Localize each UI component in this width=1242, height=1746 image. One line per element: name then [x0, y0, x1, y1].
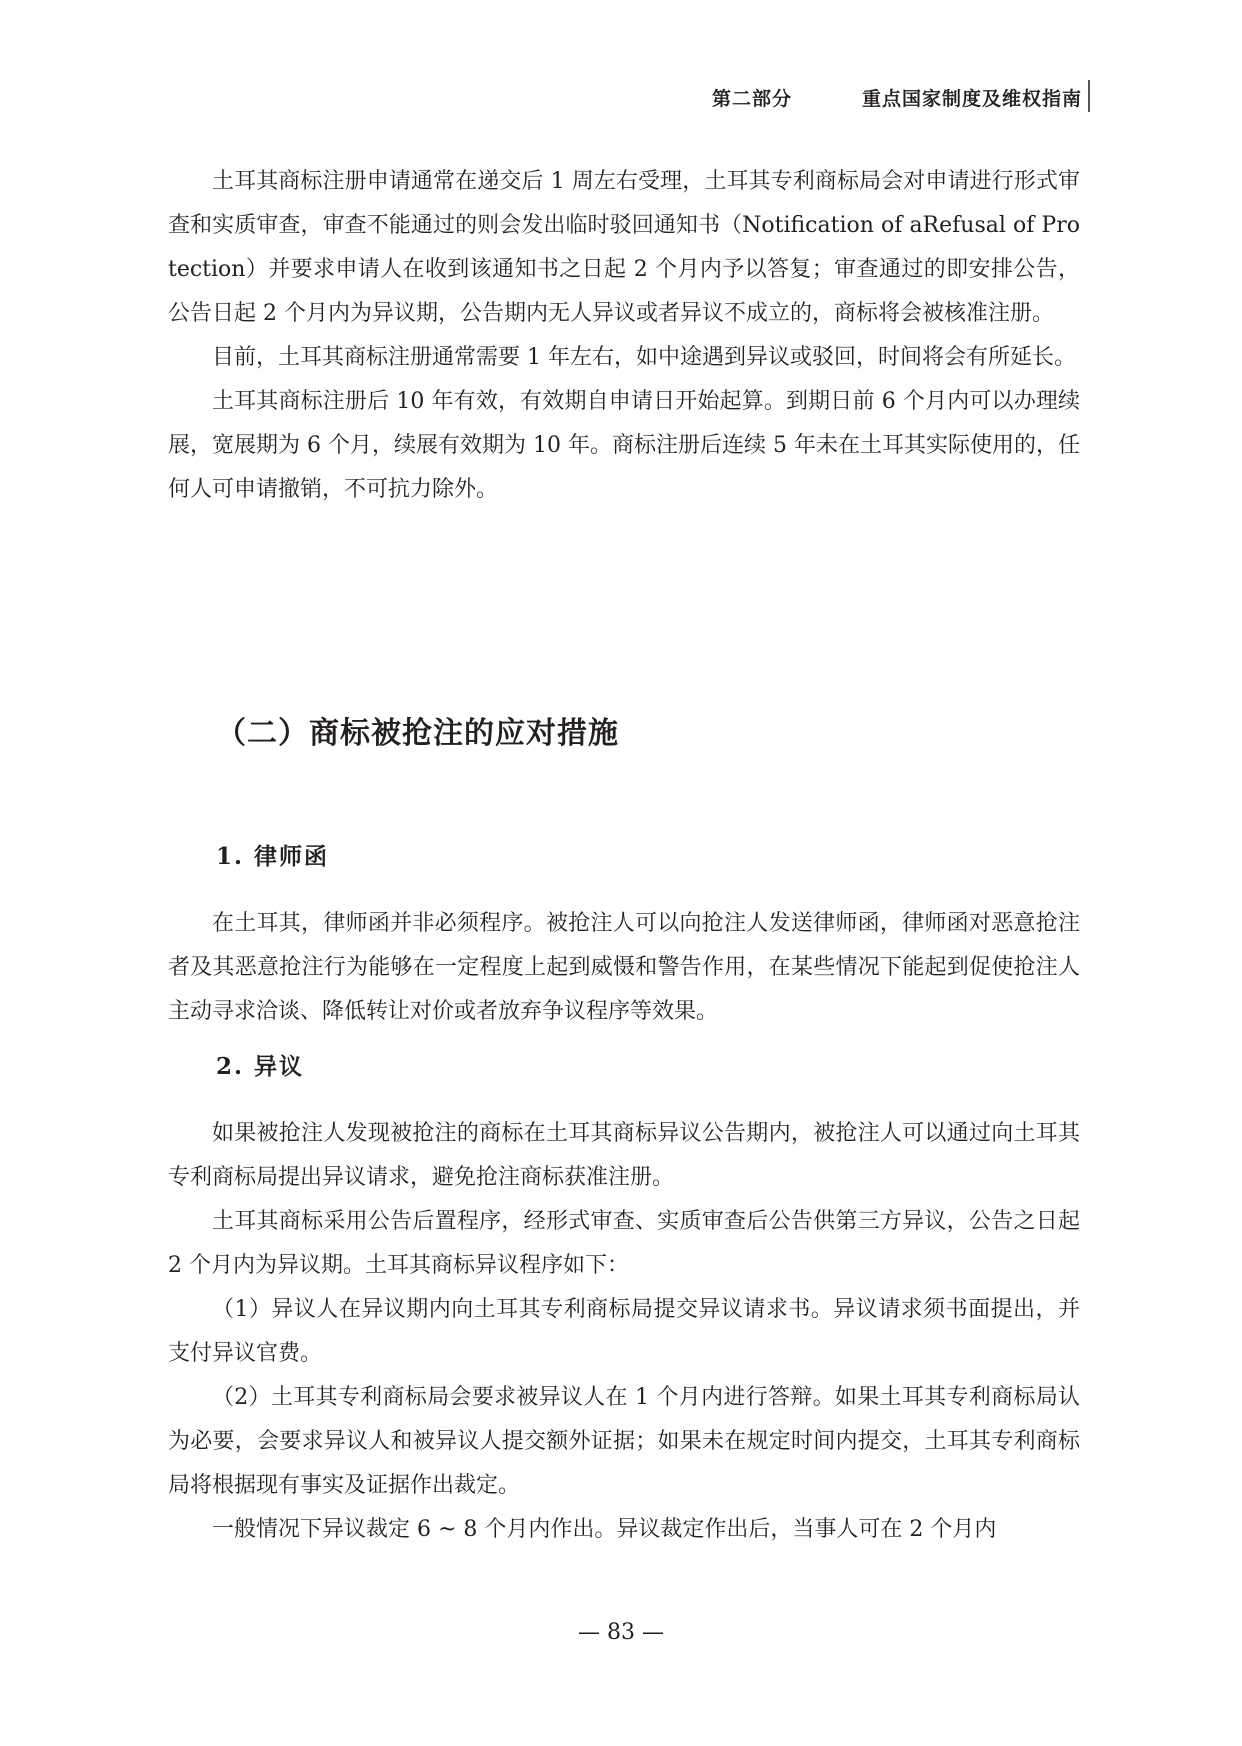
running-head: [712, 84, 1082, 111]
subsection-title-opposition: 2. 异议: [216, 1053, 305, 1080]
paragraph: 在土耳其，律师函并非必须程序。被抢注人可以向抢注人发送律师函，律师函对恶意抢注者及其恶意抢注行为能够在一定程度上起到威慑和警告作用，在某些情况下能起到促使抢注人主动寻求洽谈、降低转让对价或者放弃争议程序等效果。: [168, 911, 1080, 1024]
page-number: — 83 —: [578, 1620, 664, 1645]
running-head-title: 重点国家制度及维权指南: [861, 88, 1082, 110]
opposition-block: [168, 1112, 1080, 1552]
subsection-title-lawyer-letter: 1. 律师函: [216, 843, 330, 870]
header-divider: [1088, 80, 1090, 112]
paragraph: 目前，土耳其商标注册通常需要 1 年左右，如中途遇到异议或驳回，时间将会有所延长。: [212, 345, 1076, 370]
paragraph: 如果被抢注人发现被抢注的商标在土耳其商标异议公告期内，被抢注人可以通过向土耳其专利商标局提出异议请求，避免抢注商标获准注册。: [168, 1121, 1080, 1190]
running-head-part: 第二部分: [711, 88, 792, 110]
lawyer-letter-block: [168, 902, 1080, 1034]
paragraph: 土耳其商标注册申请通常在递交后 1 周左右受理，土耳其专利商标局会对申请进行形式审查和实质审查，审查不能通过的则会发出临时驳回通知书（Notification of aRefusal of Protection）并要求申请人在收到该通知书之日起 2 个月内予以答复；审查通过的即安排公告，公告日起 2 个月内为异议期，公告期内无人异议或者异议不成立的，商标将会被核准注册。: [168, 169, 1080, 326]
paragraph: （2）土耳其专利商标局会要求被异议人在 1 个月内进行答辩。如果土耳其专利商标局认为必要，会要求异议人和被异议人提交额外证据；如果未在规定时间内提交，土耳其专利商标局将根据现有事实及证据作出裁定。: [168, 1385, 1080, 1498]
section-title: （二）商标被抢注的应对措施: [216, 716, 619, 751]
paragraph: 一般情况下异议裁定 6 ~ 8 个月内作出。异议裁定作出后，当事人可在 2 个月内: [212, 1517, 997, 1542]
paragraph: 土耳其商标采用公告后置程序，经形式审查、实质审查后公告供第三方异议，公告之日起 2 个月内为异议期。土耳其商标异议程序如下：: [168, 1209, 1080, 1278]
paragraph: 土耳其商标注册后 10 年有效，有效期自申请日开始起算。到期日前 6 个月内可以办理续展，宽展期为 6 个月，续展有效期为 10 年。商标注册后连续 5 年未在土耳其实际使用的，任何人可申请撤销，不可抗力除外。: [168, 389, 1080, 502]
paragraph: （1）异议人在异议期内向土耳其专利商标局提交异议请求书。异议请求须书面提出，并支付异议官费。: [168, 1297, 1080, 1366]
intro-block: [168, 160, 1080, 512]
